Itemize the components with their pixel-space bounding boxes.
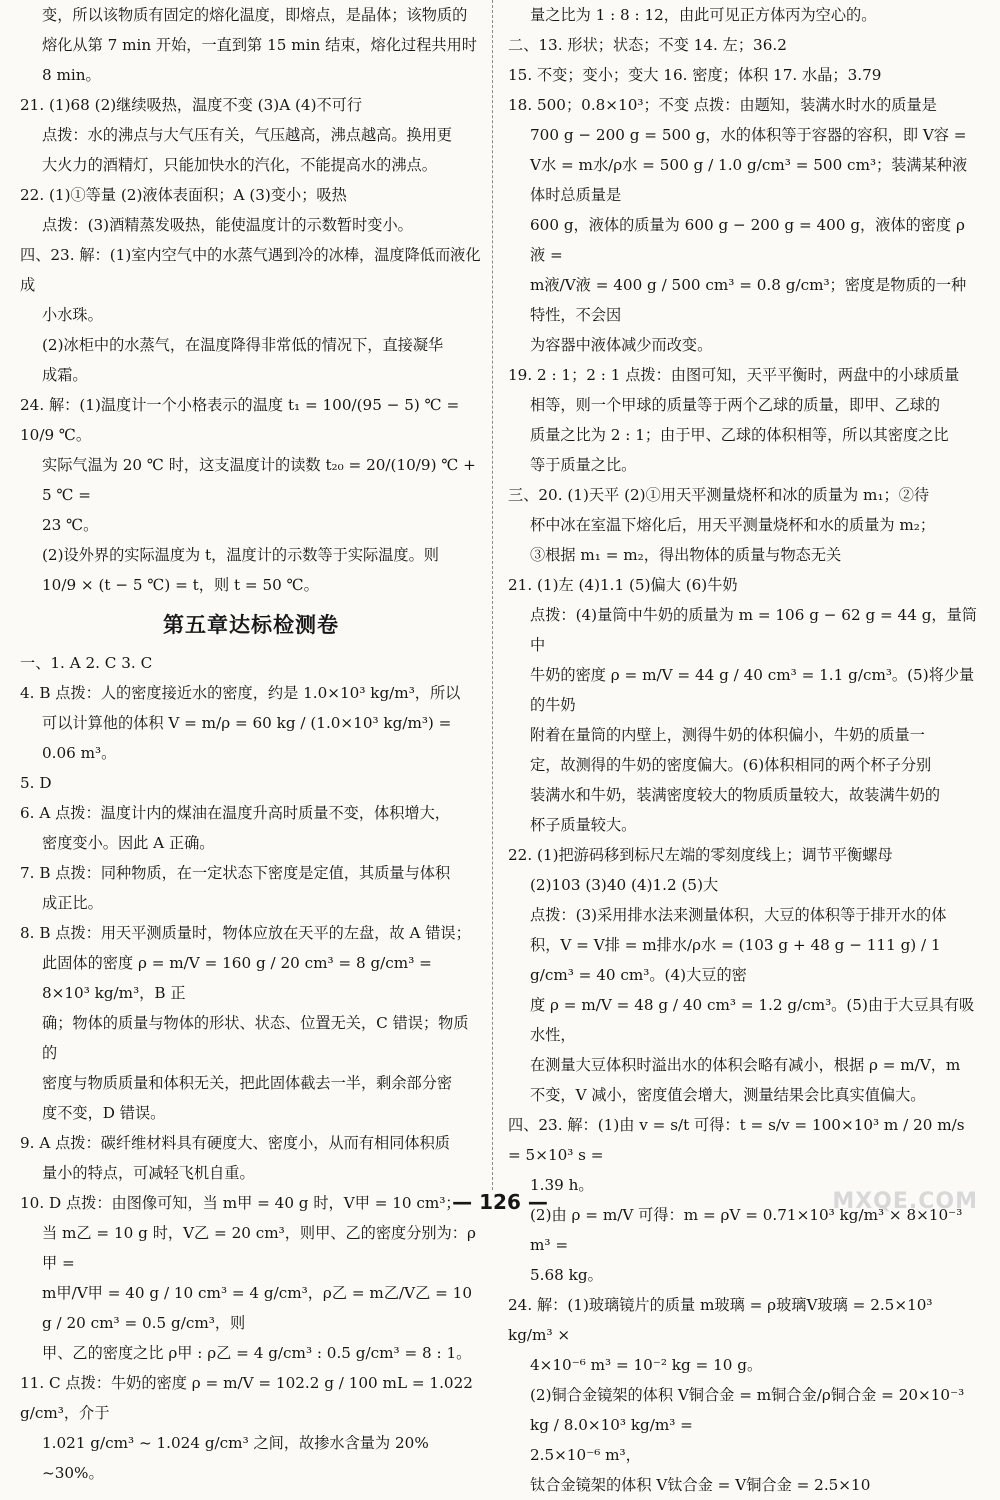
column-divider (492, 0, 493, 1190)
text-line: 积，V = V排 = m排水/ρ水 = (103 g + 48 g − 111 g) / 1 g/cm³ = 40 cm³。(4)大豆的密 (530, 936, 941, 984)
text-line: 22. (1)①等量 (2)液体表面积；A (3)变小；吸热 (20, 186, 347, 204)
text-line: 一、1. A 2. C 3. C (20, 654, 153, 672)
text-line: 小水珠。 (42, 306, 103, 324)
text-line: 装满水和牛奶，装满密度较大的物质质量较大，故装满牛奶的 (530, 786, 941, 804)
text-line: 量之比为 1 : 8 : 12，由此可见正方体丙为空心的。 (530, 6, 877, 24)
text-line: 23 ℃。 (42, 516, 99, 534)
text-line: 定，故测得的牛奶的密度偏大。(6)体积相同的两个杯子分别 (530, 756, 932, 774)
page-number: — 126 — (452, 1190, 548, 1214)
text-line: 成正比。 (42, 894, 103, 912)
text-line: 5.68 kg。 (530, 1266, 603, 1284)
text-line: 点拨：(3)酒精蒸发吸热，能使温度计的示数暂时变小。 (42, 216, 413, 234)
text-line: 4×10⁻⁶ m³ = 10⁻² kg = 10 g。 (530, 1356, 763, 1374)
text-line: (2)设外界的实际温度为 t，温度计的示数等于实际温度。则 (42, 546, 439, 564)
text-line: 700 g − 200 g = 500 g，水的体积等于容器的容积，即 V容 = (530, 126, 967, 144)
text-line: 确；物体的质量与物体的形状、状态、位置无关，C 错误；物质的 (42, 1014, 469, 1062)
text-line: m液/V液 = 400 g / 500 cm³ = 0.8 g/cm³；密度是物质的一种特性，不会因 (530, 276, 967, 324)
text-line: 在测量大豆体积时溢出水的体积会略有减小，根据 ρ = m/V，m (530, 1056, 961, 1074)
text-line: (2)103 (3)40 (4)1.2 (5)大 (530, 876, 719, 894)
text-line: 9. A 点拨：碳纤维材料具有硬度大、密度小，从而有相同体积质 (20, 1134, 450, 1152)
text-line: 点拨：(3)采用排水法来测量体积，大豆的体积等于排开水的体 (530, 906, 947, 924)
text-line: 24. 解：(1)温度计一个小格表示的温度 t₁ = 100/(95 − 5) ℃ = 10/9 ℃。 (20, 396, 460, 444)
left-column (20, 0, 482, 1488)
watermark-text: MXQE.COM (832, 1189, 978, 1214)
text-line: 24. 解：(1)玻璃镜片的质量 m玻璃 = ρ玻璃V玻璃 = 2.5×10³ kg/m³ × (508, 1296, 933, 1344)
text-line: 钛合金镜架的体积 V钛合金 = V铜合金 = 2.5×10 (530, 1476, 871, 1494)
text-line: (2)由 ρ = m/V 可得：m = ρV = 0.71×10³ kg/m³ × 8×10⁻³ m³ = (530, 1206, 963, 1254)
text-line: (2)铜合金镜架的体积 V铜合金 = m铜合金/ρ铜合金 = 20×10⁻³ kg / 8.0×10³ kg/m³ = (530, 1386, 965, 1434)
text-line: 18. 500；0.8×10³；不变 点拨：由题知，装满水时水的质量是 (508, 96, 937, 114)
text-line: 变，所以该物质有固定的熔化温度，即熔点，是晶体；该物质的 (42, 6, 468, 24)
text-line: 此固体的密度 ρ = m/V = 160 g / 20 cm³ = 8 g/cm³ = 8×10³ kg/m³，B 正 (42, 954, 432, 1002)
text-line: 11. C 点拨：牛奶的密度 ρ = m/V = 102.2 g / 100 mL = 1.022 g/cm³，介于 (20, 1374, 473, 1422)
text-line: m甲/V甲 = 40 g / 10 cm³ = 4 g/cm³，ρ乙 = m乙/V乙 = 10 g / 20 cm³ = 0.5 g/cm³，则 (42, 1284, 472, 1332)
text-line: 度 ρ = m/V = 48 g / 40 cm³ = 1.2 g/cm³。(5)由于大豆具有吸水性， (530, 996, 975, 1044)
text-line: 等于质量之比。 (530, 456, 637, 474)
text-line: 21. (1)68 (2)继续吸热，温度不变 (3)A (4)不可行 (20, 96, 363, 114)
text-line: 1.021 g/cm³ ~ 1.024 g/cm³ 之间，故掺水含量为 20% ~30%。 (42, 1434, 429, 1482)
text-line: 相等，则一个甲球的质量等于两个乙球的质量，即甲、乙球的 (530, 396, 941, 414)
text-line: 10. D 点拨：由图像可知，当 m甲 = 40 g 时，V甲 = 10 cm³； (20, 1194, 461, 1212)
text-line: 5. D (20, 774, 52, 792)
text-line: 度不变，D 错误。 (42, 1104, 166, 1122)
text-line: ③根据 m₁ = m₂，得出物体的质量与物态无关 (530, 546, 842, 564)
text-line: 22. (1)把游码移到标尺左端的零刻度线上；调节平衡螺母 (508, 846, 893, 864)
text-line: 不变，V 减小，密度值会增大，测量结果会比真实值偏大。 (530, 1086, 926, 1104)
text-line: 甲、乙的密度之比 ρ甲 : ρ乙 = 4 g/cm³ : 0.5 g/cm³ = 8 : 1。 (42, 1344, 472, 1362)
text-line: 牛奶的密度 ρ = m/V = 44 g / 40 cm³ = 1.1 g/cm³。(5)将少量的牛奶 (530, 666, 975, 714)
text-line: 当 m乙 = 10 g 时，V乙 = 20 cm³，则甲、乙的密度分别为：ρ甲 = (42, 1224, 476, 1272)
text-line: 大火力的酒精灯，只能加快水的汽化，不能提高水的沸点。 (42, 156, 437, 174)
text-line: 2.5×10⁻⁶ m³， (530, 1446, 641, 1464)
text-line: 成霜。 (42, 366, 88, 384)
text-line: 15. 不变；变小；变大 16. 密度；体积 17. 水晶；3.79 (508, 66, 882, 84)
text-line: 为容器中液体减少而改变。 (530, 336, 713, 354)
text-line: 1.39 h。 (530, 1176, 594, 1194)
text-line: 8. B 点拨：用天平测质量时，物体应放在天平的左盘，故 A 错误； (20, 924, 471, 942)
text-line: 点拨：(4)量筒中牛奶的质量为 m = 106 g − 62 g = 44 g，量筒中 (530, 606, 977, 654)
text-line: 6. A 点拨：温度计内的煤油在温度升高时质量不变，体积增大， (20, 804, 450, 822)
text-line: 10/9 × (t − 5 ℃) = t，则 t = 50 ℃。 (42, 576, 319, 594)
text-line: 密度变小。因此 A 正确。 (42, 834, 215, 852)
text-line: 附着在量筒的内壁上，测得牛奶的体积偏小，牛奶的质量一 (530, 726, 925, 744)
text-line: 实际气温为 20 ℃ 时，这支温度计的读数 t₂₀ = 20/(10/9) ℃ + 5 ℃ = (42, 456, 476, 504)
text-line: 四、23. 解：(1)室内空气中的水蒸气遇到冷的冰棒，温度降低而液化成 (20, 246, 481, 294)
text-line: 量小的特点，可减轻飞机自重。 (42, 1164, 255, 1182)
text-line: 可以计算他的体积 V = m/ρ = 60 kg / (1.0×10³ kg/m³) = 0.06 m³。 (42, 714, 452, 762)
text-line: 熔化从第 7 min 开始，一直到第 15 min 结束，熔化过程共用时 (42, 36, 477, 54)
text-line: 8 min。 (42, 66, 101, 84)
text-line: 杯中冰在室温下熔化后，用天平测量烧杯和水的质量为 m₂； (530, 516, 936, 534)
text-line: 7. B 点拨：同种物质，在一定状态下密度是定值，其质量与体积 (20, 864, 451, 882)
text-line: 点拨：水的沸点与大气压有关，气压越高，沸点越高。换用更 (42, 126, 453, 144)
right-column (508, 0, 980, 1500)
text-line: (2)冰柜中的水蒸气，在温度降得非常低的情况下，直接凝华 (42, 336, 444, 354)
section-title: 第五章达标检测卷 (163, 613, 339, 637)
text-line: 4. B 点拨：人的密度接近水的密度，约是 1.0×10³ kg/m³，所以 (20, 684, 461, 702)
text-line: 二、13. 形状；状态；不变 14. 左；36.2 (508, 36, 787, 54)
text-line: 19. 2 : 1；2 : 1 点拨：由图可知，天平平衡时，两盘中的小球质量 (508, 366, 960, 384)
text-line: 三、20. (1)天平 (2)①用天平测量烧杯和冰的质量为 m₁；②待 (508, 486, 930, 504)
text-line: 密度与物质质量和体积无关，把此固体截去一半，剩余部分密 (42, 1074, 453, 1092)
text-line: V水 = m水/ρ水 = 500 g / 1.0 g/cm³ = 500 cm³；装满某种液体时总质量是 (530, 156, 968, 204)
text-line: 600 g，液体的质量为 600 g − 200 g = 400 g，液体的密度 ρ液 = (530, 216, 965, 264)
text-line: 杯子质量较大。 (530, 816, 637, 834)
text-line: 质量之比为 2 : 1；由于甲、乙球的体积相等，所以其密度之比 (530, 426, 949, 444)
text-line: 四、23. 解：(1)由 v = s/t 可得：t = s/v = 100×10³ m / 20 m/s = 5×10³ s = (508, 1116, 965, 1164)
text-line: 21. (1)左 (4)1.1 (5)偏大 (6)牛奶 (508, 576, 738, 594)
